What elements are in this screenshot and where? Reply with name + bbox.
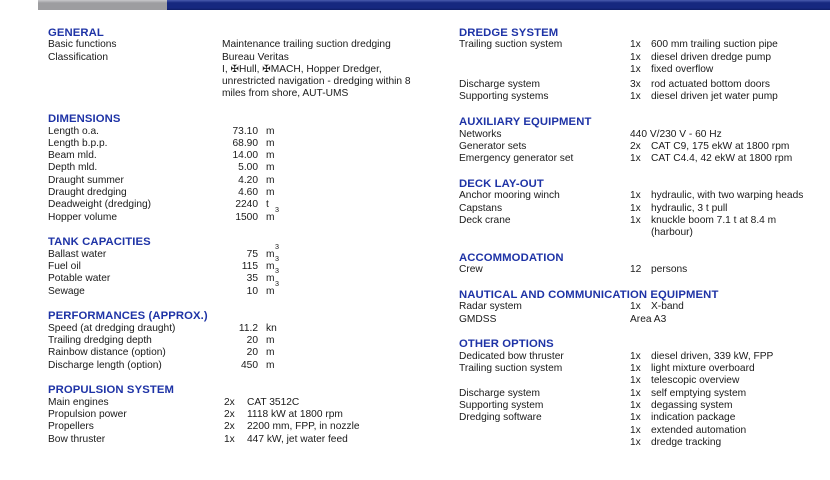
spec-unit-text: m [266, 187, 275, 199]
spec-value-line: (harbour) [651, 227, 693, 239]
spec-value [247, 421, 360, 433]
spec-wide-value: Area A3 [630, 313, 667, 325]
spec-qty: 1x [630, 39, 641, 51]
spec-row [459, 363, 830, 375]
spec-label: Supporting system [459, 399, 544, 411]
spec-qty: 1x [630, 399, 641, 411]
spec-qty: 2x [224, 421, 235, 433]
spec-unit-text: m [266, 162, 275, 174]
spec-label: Sewage [48, 285, 85, 297]
spec-value [651, 301, 684, 313]
spec-row [459, 79, 830, 91]
spec-row [48, 347, 459, 359]
section-title: DREDGE SYSTEM [459, 27, 559, 39]
spec-value [651, 375, 739, 387]
spec-value [247, 409, 343, 421]
spec-value [651, 203, 727, 215]
spec-unit [266, 278, 279, 298]
spec-value-line: Bureau Veritas [222, 51, 289, 63]
spec-row [48, 162, 459, 174]
spec-number: 20 [246, 347, 258, 359]
spec-row [48, 52, 459, 101]
spec-value [651, 215, 776, 240]
spec-value-line: fixed overflow [651, 63, 714, 75]
spec-label: Generator sets [459, 140, 527, 152]
spec-value-line: miles from shore, AUT-UMS [222, 88, 349, 100]
spec-row [48, 397, 459, 409]
spec-unit [266, 323, 277, 335]
spec-unit-text: kn [266, 322, 277, 334]
spec-value [651, 400, 733, 412]
spec-row [48, 434, 459, 446]
spec-number: 2240 [235, 199, 258, 211]
spec-row [459, 264, 830, 276]
spec-value [651, 141, 789, 153]
spec-label: Speed (at dredging draught) [48, 322, 176, 334]
spec-label: Dredging software [459, 412, 542, 424]
spec-label: Dedicated bow thruster [459, 350, 564, 362]
spec-value-line: 600 mm trailing suction pipe [651, 39, 778, 51]
spec-qty: 1x [630, 363, 641, 375]
spec-wide-value: 440 V/230 V - 60 Hz [630, 128, 722, 140]
section-other-options [459, 338, 830, 449]
spec-number: 75 [246, 248, 258, 260]
spec-label: Propellers [48, 421, 94, 433]
spec-row [459, 375, 830, 387]
spec-unit [266, 347, 275, 359]
spec-label: Fuel oil [48, 261, 81, 273]
spec-number: 68.90 [232, 137, 258, 149]
spec-value [651, 91, 778, 103]
spec-number: 115 [241, 261, 258, 273]
spec-value-line: degassing system [651, 399, 733, 411]
spec-label: Deck crane [459, 214, 511, 226]
spec-value-line: telescopic overview [651, 375, 740, 387]
spec-row [459, 52, 830, 64]
spec-qty: 1x [630, 202, 641, 214]
spec-qty: 1x [630, 350, 641, 362]
spec-value [651, 79, 770, 91]
spec-value [651, 412, 735, 424]
spec-label: Trailing suction system [459, 39, 563, 51]
spec-value-line: rod actuated bottom doors [651, 79, 770, 91]
section-general [48, 27, 459, 101]
spec-qty: 1x [630, 424, 641, 436]
spec-number: 10 [246, 285, 258, 297]
spec-unit-text: m [266, 248, 275, 260]
spec-row [459, 301, 830, 313]
spec-label: Length o.a. [48, 125, 99, 137]
section-title: TANK CAPACITIES [48, 236, 151, 249]
spec-label: Discharge system [459, 79, 540, 91]
spec-label: Trailing suction system [459, 363, 563, 375]
spec-value-line: light mixture overboard [651, 363, 755, 375]
spec-unit-text: m [266, 150, 275, 162]
spec-row [48, 150, 459, 162]
spec-label: Radar system [459, 301, 522, 313]
spec-value [651, 153, 792, 165]
section-deck-lay-out [459, 178, 830, 239]
section-title: AUXILIARY EQUIPMENT [459, 116, 592, 129]
spec-label: Emergency generator set [459, 153, 574, 165]
spec-value [651, 388, 746, 400]
top-bar-blue-segment [167, 0, 830, 10]
spec-row [48, 360, 459, 372]
spec-label: Discharge system [459, 387, 540, 399]
spec-unit-exponent: 3 [275, 241, 279, 251]
spec-number: 73.10 [232, 125, 258, 137]
spec-value [651, 437, 721, 449]
spec-qty: 1x [630, 51, 641, 63]
spec-value-line: knuckle boom 7.1 t at 8.4 m [651, 214, 777, 226]
spec-value-line: Maintenance trailing suction dredging [222, 39, 391, 51]
spec-row [459, 314, 830, 326]
spec-value-line: self emptying system [651, 387, 747, 399]
spec-label: Anchor mooring winch [459, 190, 560, 202]
section-title: PERFORMANCES (APPROX.) [48, 310, 208, 323]
spec-unit-text: m [266, 347, 275, 359]
spec-value [222, 39, 391, 51]
spec-unit-text: m [266, 273, 275, 285]
section-title: PROPULSION SYSTEM [48, 384, 174, 397]
spec-qty: 1x [630, 91, 641, 103]
spec-unit-exponent: 3 [275, 278, 279, 288]
spec-row [459, 129, 830, 141]
spec-number: 35 [246, 273, 258, 285]
spec-label: Main engines [48, 396, 109, 408]
spec-row [459, 39, 830, 51]
spec-value-line: 2200 mm, FPP, in nozzle [247, 421, 360, 433]
spec-row [48, 199, 459, 211]
spec-label: Classification [48, 51, 109, 63]
spec-label: Ballast water [48, 248, 107, 260]
spec-row [459, 425, 830, 437]
spec-value-line: extended automation [651, 424, 747, 436]
spec-value-line: CAT 3512C [247, 396, 300, 408]
left-column [48, 27, 459, 449]
spec-value [651, 39, 778, 51]
spec-row [459, 91, 830, 103]
spec-row [48, 323, 459, 335]
spec-value-line: 447 kW, jet water feed [247, 433, 348, 445]
spec-label: Trailing dredging depth [48, 335, 152, 347]
spec-row [48, 409, 459, 421]
spec-unit [266, 150, 275, 162]
spec-row [459, 412, 830, 424]
spec-row [48, 421, 459, 433]
section-title: OTHER OPTIONS [459, 338, 554, 351]
spec-number: 4.60 [238, 187, 258, 199]
spec-number: 5.00 [238, 162, 258, 174]
spec-row [459, 388, 830, 400]
spec-label: Supporting systems [459, 91, 549, 103]
spec-label: Discharge length (option) [48, 359, 162, 371]
spec-unit [266, 204, 279, 224]
spec-qty: 1x [630, 63, 641, 75]
spec-value-line: diesel driven dredge pump [651, 51, 772, 63]
spec-row [459, 190, 830, 202]
section-nautical-and-communication-equipment [459, 289, 830, 326]
spec-label: Rainbow distance (option) [48, 347, 166, 359]
spec-unit-text: m [266, 137, 275, 149]
spec-qty: 1x [630, 412, 641, 424]
section-auxiliary-equipment [459, 116, 830, 165]
section-title: DECK LAY-OUT [459, 177, 544, 190]
top-bar [38, 0, 830, 10]
spec-qty: 1x [630, 190, 641, 202]
spec-row [459, 437, 830, 449]
top-bar-gray-segment [38, 0, 167, 10]
spec-unit [266, 360, 275, 372]
spec-columns [48, 27, 830, 449]
spec-value-line: I, ✠Hull, ✠MACH, Hopper Dredger, [222, 63, 382, 75]
spec-unit-exponent: 3 [275, 204, 279, 214]
spec-row [459, 153, 830, 165]
spec-row [459, 64, 830, 76]
spec-value-line: CAT C9, 175 ekW at 1800 rpm [651, 140, 790, 152]
spec-qty: 2x [224, 396, 235, 408]
spec-number: 20 [246, 335, 258, 347]
section-tank-capacities [48, 236, 459, 297]
spec-row [48, 39, 459, 51]
spec-unit [266, 175, 275, 187]
spec-label: Draught summer [48, 174, 124, 186]
section-title: DIMENSIONS [48, 113, 121, 126]
spec-label: Capstans [459, 202, 503, 214]
spec-unit-text: m [266, 359, 275, 371]
spec-qty: 1x [630, 301, 641, 313]
spec-number: 1500 [235, 211, 258, 223]
spec-value [651, 425, 746, 437]
spec-qty: 1x [630, 375, 641, 387]
spec-unit [266, 335, 275, 347]
spec-label: Networks [459, 128, 502, 140]
spec-unit-exponent: 3 [275, 254, 279, 264]
spec-value [651, 363, 755, 375]
spec-value [247, 434, 348, 446]
section-title: GENERAL [48, 27, 104, 39]
spec-qty: 12 [630, 264, 642, 276]
spec-value-line: diesel driven, 339 kW, FPP [651, 350, 774, 362]
spec-unit [266, 138, 275, 150]
spec-value-line: hydraulic, 3 t pull [651, 202, 728, 214]
spec-value [651, 190, 803, 202]
spec-label: Deadweight (dredging) [48, 199, 152, 211]
spec-value [651, 64, 713, 76]
spec-value [222, 52, 411, 101]
spec-unit-text: m [266, 335, 275, 347]
spec-value-line: indication package [651, 412, 736, 424]
section-performances-approx [48, 310, 459, 371]
spec-unit [266, 162, 275, 174]
spec-qty: 1x [630, 153, 641, 165]
spec-number: 14.00 [232, 150, 258, 162]
spec-qty: 1x [224, 433, 235, 445]
spec-row [459, 400, 830, 412]
spec-value-line: 1118 kW at 1800 rpm [247, 409, 343, 421]
spec-row [48, 335, 459, 347]
spec-value-line: X-band [651, 301, 684, 313]
spec-value [651, 52, 771, 64]
spec-label: Crew [459, 264, 483, 276]
spec-unit-text: m [266, 211, 275, 223]
spec-value-line: dredge tracking [651, 436, 722, 448]
spec-label: Propulsion power [48, 409, 127, 421]
spec-unit-text: m [266, 285, 275, 297]
spec-unit-exponent: 3 [275, 266, 279, 276]
spec-qty: 1x [630, 436, 641, 448]
spec-unit-text: m [266, 174, 275, 186]
spec-value [651, 351, 773, 363]
spec-qty: 1x [630, 214, 641, 226]
spec-label: Depth mld. [48, 162, 98, 174]
spec-qty: 3x [630, 79, 641, 91]
spec-row [459, 351, 830, 363]
spec-row [48, 175, 459, 187]
section-propulsion-system [48, 384, 459, 445]
spec-number: 11.2 [238, 322, 258, 334]
spec-value-line: hydraulic, with two warping heads [651, 190, 804, 202]
spec-label: Potable water [48, 273, 111, 285]
spec-label: Hopper volume [48, 211, 118, 223]
spec-label: Basic functions [48, 39, 117, 51]
spec-value-line: unrestricted navigation - dredging within 8 [222, 76, 411, 88]
spec-value-line: persons [651, 264, 688, 276]
section-title: NAUTICAL AND COMMUNICATION EQUIPMENT [459, 289, 719, 302]
spec-unit-text: t [266, 199, 269, 211]
spec-unit [266, 187, 275, 199]
spec-row [459, 215, 830, 240]
spec-value [651, 264, 687, 276]
spec-number: 450 [241, 359, 258, 371]
spec-row [459, 203, 830, 215]
spec-unit [266, 126, 275, 138]
section-accommodation [459, 252, 830, 277]
spec-row [459, 141, 830, 153]
spec-value [247, 397, 299, 409]
right-column [459, 27, 830, 449]
section-dredge-system [459, 27, 830, 104]
spec-row [48, 187, 459, 199]
spec-label: Length b.p.p. [48, 137, 108, 149]
spec-qty: 1x [630, 387, 641, 399]
spec-label: Bow thruster [48, 433, 106, 445]
spec-label: Beam mld. [48, 150, 97, 162]
spec-unit-text: m [266, 125, 275, 137]
spec-row [48, 138, 459, 150]
section-title: ACCOMMODATION [459, 251, 564, 264]
spec-value-line: diesel driven jet water pump [651, 91, 778, 103]
spec-number: 4.20 [238, 174, 258, 186]
spec-value-line: CAT C4.4, 42 ekW at 1800 rpm [651, 153, 793, 165]
spec-qty: 2x [630, 140, 641, 152]
spec-unit-text: m [266, 261, 275, 273]
spec-label: GMDSS [459, 313, 497, 325]
spec-row [48, 126, 459, 138]
spec-label: Draught dredging [48, 187, 127, 199]
spec-qty: 2x [224, 409, 235, 421]
spec-unit [266, 199, 269, 211]
section-dimensions [48, 113, 459, 224]
